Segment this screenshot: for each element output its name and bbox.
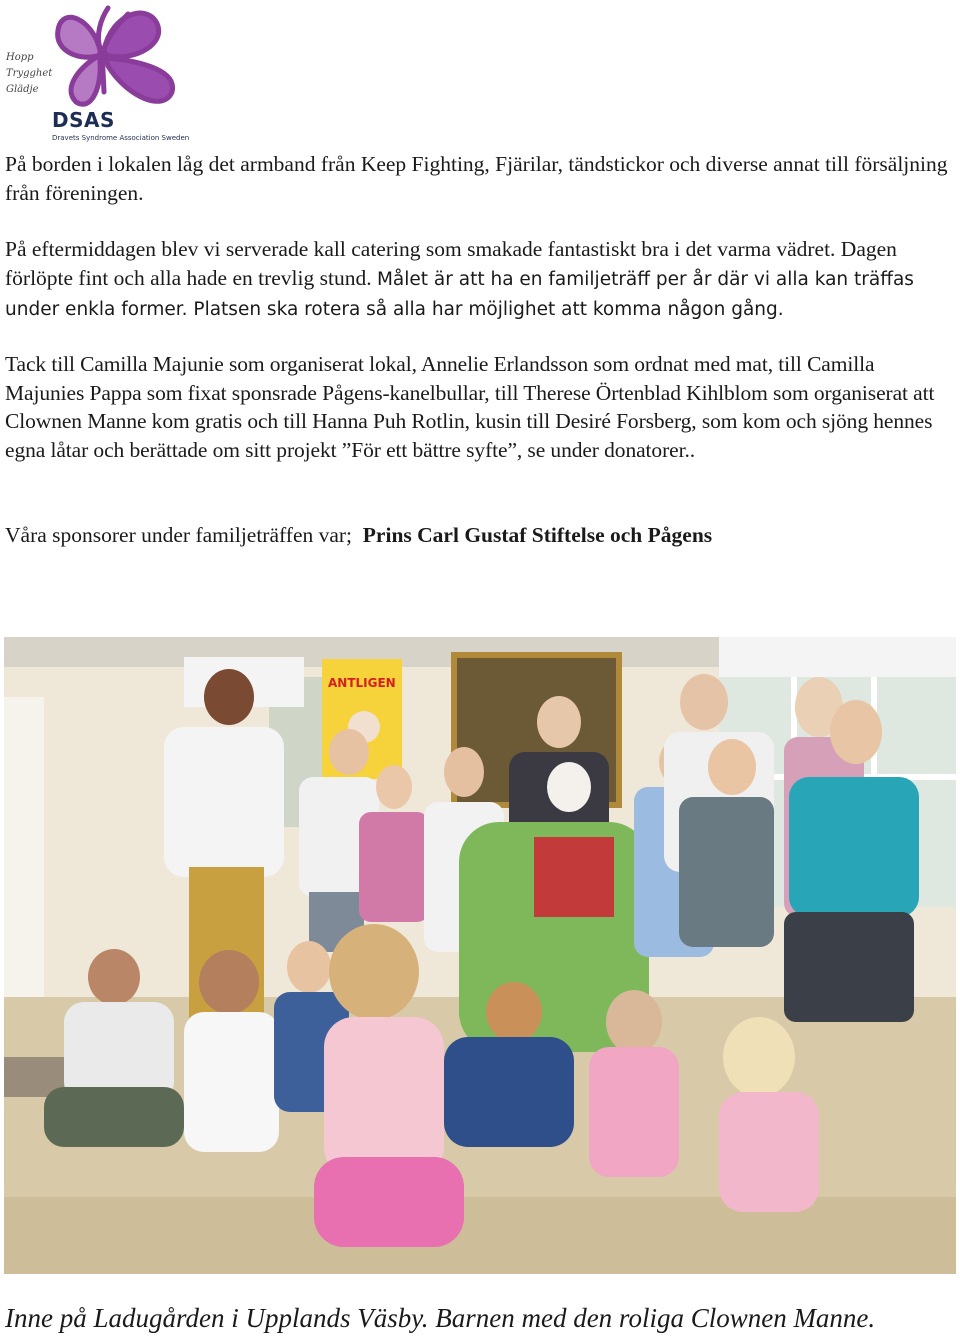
paragraph-afternoon-a: På eftermiddagen blev vi serverade kall catering som smakade fantastiskt bra i det varma vädret. Dagen förlöpte fint och alla hade en trevlig stund. [5, 237, 897, 290]
paragraph-sales: På borden i lokalen låg det armband från Keep Fighting, Fjärilar, tändstickor och diverse annat till försäljning från föreningen. [5, 152, 948, 205]
paragraph-thanks: Tack till Camilla Majunie som organiserat lokal, Annelie Erlandsson som ordnat med mat, till Camilla Majunies Pappa som fixat sponsrade Pågens-kanelbullar, till Therese Örtenblad Kihlblom som organiserat att Clownen Manne kom gratis och till Hanna Puh Rotlin, kusin till Desiré Forsberg, som kom och sjöng hennes egna låtar och berättade om sitt projekt ”För ett bättre syfte”, se under donatorer.. [5, 352, 935, 462]
paragraph-afternoon [5, 235, 957, 325]
group-photo [4, 637, 956, 1274]
dsas-logo [0, 0, 200, 148]
sponsors-lead: Våra sponsorer under familjeträffen var; [5, 523, 353, 547]
paragraph-sponsors [5, 521, 957, 550]
tagline-word: Hopp [6, 52, 34, 63]
logo-tagline [6, 50, 66, 98]
poster-text: ANTLIGEN [328, 676, 396, 690]
tagline-word: Trygghet [6, 68, 53, 79]
logo-subtitle: Dravets Syndrome Association Sweden [52, 134, 190, 142]
photo-caption: Inne på Ladugården i Upplands Väsby. Barnen med den roliga Clownen Manne. [5, 1303, 876, 1333]
tagline-word: Glädje [6, 84, 39, 95]
sponsors-names: Prins Carl Gustaf Stiftelse och Pågens [362, 523, 713, 547]
logo-name: DSAS [52, 108, 115, 132]
paragraph-afternoon-b: Målet är att ha en familjeträff per år där vi alla kan träffas under enkla former. Platsen ska rotera så alla har möjlighet att komma någon gång. [5, 268, 914, 320]
